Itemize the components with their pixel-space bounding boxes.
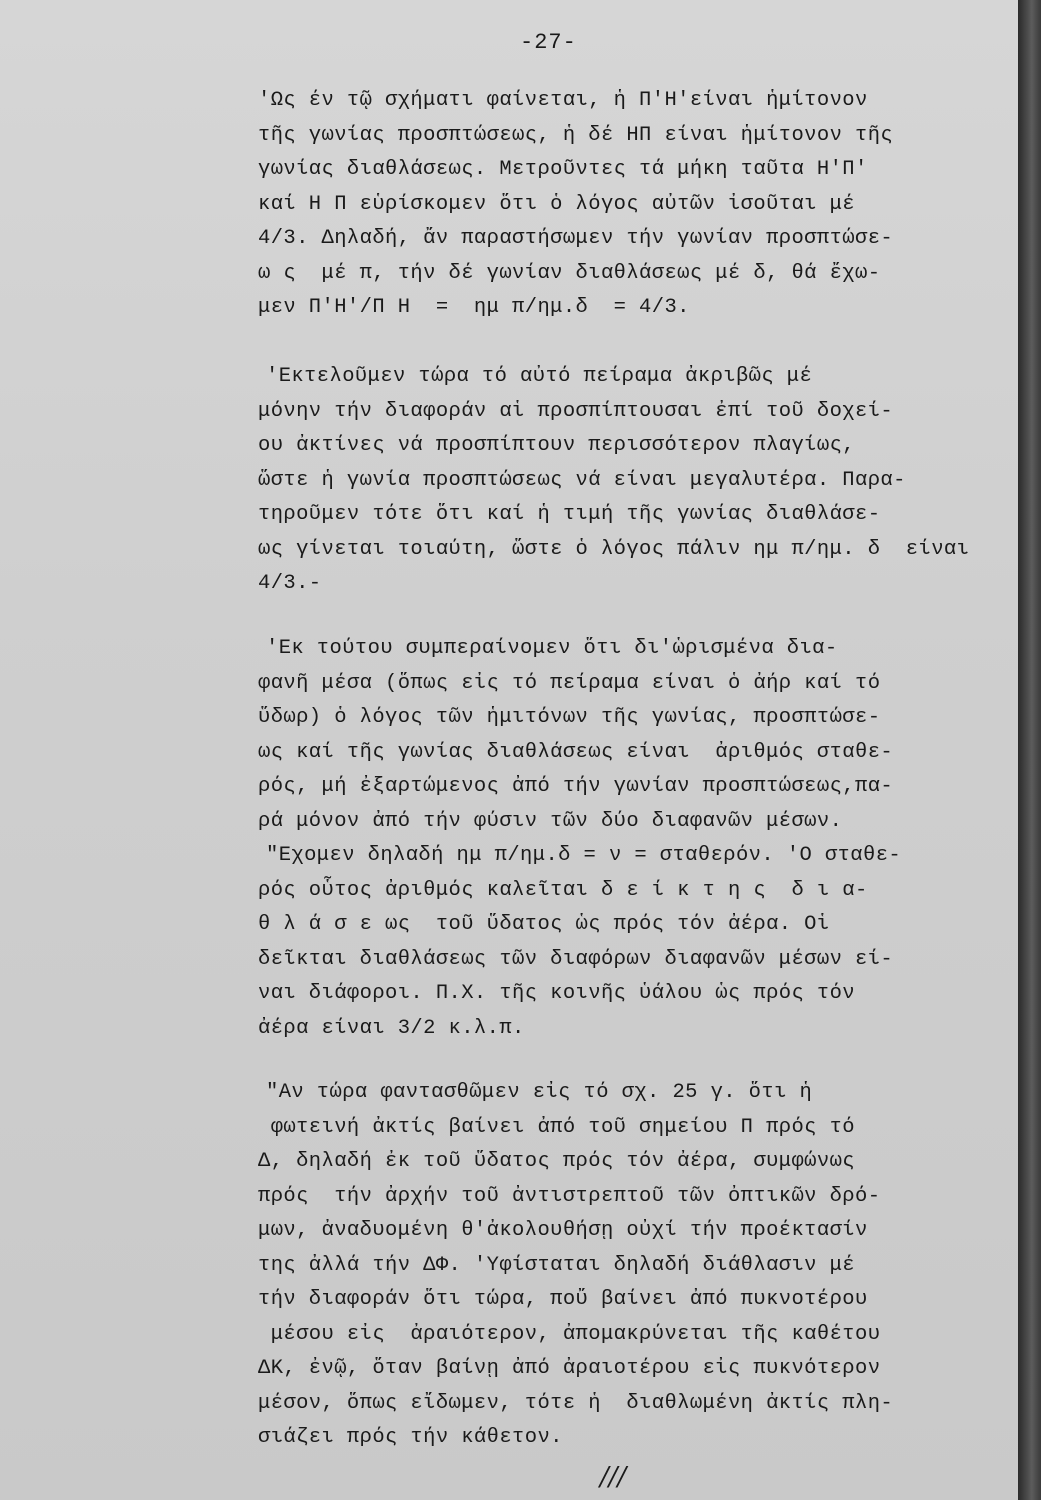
text-line: καί Η Π εὑρίσκομεν ὅτι ὁ λόγος αὐτῶν ἰσοῦται μέ: [258, 192, 855, 216]
text-line: ως καί τῆς γωνίας διαθλάσεως είναι ἀριθμός σταθε-: [258, 740, 894, 764]
text-line: "Αν τώρα φαντασθῶμεν εἰς τό σχ. 25 γ. ὅτι ἡ: [266, 1081, 813, 1104]
text-line: γωνίας διαθλάσεως. Μετροῦντες τά μήκη ταῦτα Η'Π': [258, 158, 868, 181]
text-line: πρός τήν ἀρχήν τοῦ ἀντιστρεπτοῦ τῶν ὀπτικῶν δρό-: [258, 1184, 881, 1208]
text-line: Δ, δηλαδή ἐκ τοῦ ὕδατος πρός τόν ἀέρα, συμφώνως: [258, 1150, 855, 1173]
text-line: ως γίνεται τοιαύτη, ὥστε ὁ λόγος πάλιν ημ π/ημ. δ είναι: [258, 537, 970, 561]
text-line: ἀέρα είναι 3/2 κ.λ.π.: [258, 1016, 525, 1040]
text-line: 'Ως έν τῷ σχήματι φαίνεται, ἡ Π'Η'είναι ἡμίτονον: [258, 89, 868, 112]
text-line: μεν Π'Η'/Π Η = ημ π/ημ.δ = 4/3.: [258, 296, 690, 319]
text-line: δεῖκται διαθλάσεως τῶν διαφόρων διαφανῶν μέσων εί-: [258, 947, 894, 971]
text-line: τηροῦμεν τότε ὅτι καί ἡ τιμή τῆς γωνίας διαθλάσε-: [258, 503, 881, 526]
text-line: μέσον, ὅπως εἴδωμεν, τότε ἡ διαθλωμένη ἀκτίς πλη-: [258, 1391, 894, 1415]
binding-edge: [1018, 0, 1041, 1500]
text-line: ὕδωρ) ὁ λόγος τῶν ἡμιτόνων τῆς γωνίας, προσπτώσε-: [258, 706, 881, 729]
text-line: "Εχομεν δηλαδή ημ π/ημ.δ = ν = σταθερόν. 'Ο σταθε-: [266, 844, 902, 867]
text-line: ναι διάφοροι. Π.Χ. τῆς κοινῆς ὑάλου ὡς πρός τόν: [258, 982, 855, 1005]
text-line: ου ἀκτίνες νά προσπίπτουν περισσότερον πλαγίως,: [258, 434, 855, 457]
text-line: ρός, μή ἐξαρτώμενος ἀπό τήν γωνίαν προσπτώσεως,πα-: [258, 775, 894, 798]
text-line: 'Εκ τούτου συμπεραίνομεν ὅτι δι'ὡρισμένα δια-: [266, 637, 838, 660]
end-mark: ///: [600, 1462, 627, 1492]
text-line: φανῆ μέσα (ὅπως εἰς τό πείραμα είναι ὁ ἀήρ καί τό: [258, 671, 881, 695]
text-line: ΔΚ, ἐνῷ, ὅταν βαίνῃ ἀπό ἀραιοτέρου εἰς πυκνότερον: [258, 1357, 881, 1380]
text-line: 4/3. Δηλαδή, ἄν παραστήσωμεν τήν γωνίαν προσπτώσε-: [258, 227, 894, 250]
text-line: της ἀλλά τήν ΔΦ. 'Υφίσταται δηλαδή διάθλασιν μέ: [258, 1253, 855, 1277]
text-line: θ λ ά σ ε ως τοῦ ὕδατος ὡς πρός τόν ἀέρα. Οἱ: [258, 913, 830, 936]
text-line: σιάζει πρός τήν κάθετον.: [258, 1426, 563, 1449]
paragraph-4: [258, 1076, 958, 1456]
text-line: ὥστε ἡ γωνία προσπτώσεως νά είναι μεγαλυτέρα. Παρα-: [258, 468, 906, 492]
text-line: ρά μόνον ἀπό τήν φύσιν τῶν δύο διαφανῶν μέσων.: [258, 809, 843, 833]
text-line: μέσου εἰς ἀραιότερον, ἀπομακρύνεται τῆς καθέτου: [258, 1322, 881, 1346]
text-line: ρός οὗτος ἀριθμός καλεῖται δ ε ί κ τ η ς δ ι α-: [258, 878, 868, 902]
text-line: ω ς μέ π, τήν δέ γωνίαν διαθλάσεως μέ δ, θά ἔχω-: [258, 261, 881, 285]
paragraph-3: [258, 632, 958, 1046]
text-line: 'Εκτελοῦμεν τώρα τό αὐτό πείραμα ἀκριβῶς μέ: [266, 365, 813, 388]
text-line: 4/3.-: [258, 572, 322, 595]
text-line: μων, ἀναδυομένη θ'ἀκολουθήσῃ οὐχί τήν προέκτασίν: [258, 1219, 868, 1242]
paragraph-1: [258, 84, 958, 326]
text-line: τῆς γωνίας προσπτώσεως, ἡ δέ ΗΠ είναι ἡμίτονον τῆς: [258, 123, 894, 147]
text-line: φωτεινή ἀκτίς βαίνει ἀπό τοῦ σημείου Π πρός τό: [258, 1115, 855, 1139]
text-line: μόνην τήν διαφοράν αἱ προσπίπτουσαι ἐπί τοῦ δοχεί-: [258, 399, 894, 423]
paragraph-2: [258, 360, 970, 602]
page-number: -27-: [520, 30, 577, 55]
text-line: τήν διαφοράν ὅτι τώρα, ποὔ βαίνει ἀπό πυκνοτέρου: [258, 1288, 868, 1311]
